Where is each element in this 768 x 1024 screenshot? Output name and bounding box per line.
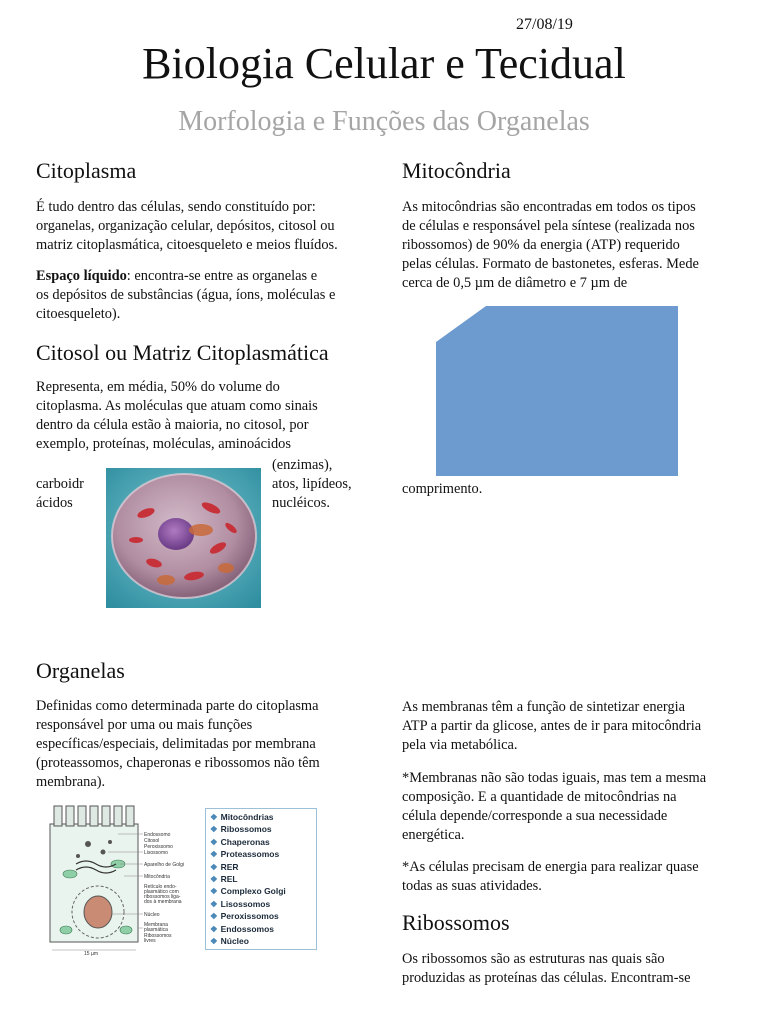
- citosol-wrap-right-2: atos, lipídeos,: [272, 476, 352, 492]
- legend-item: ❖ Ribossomos: [210, 824, 272, 835]
- membranas-paragraph-1: As membranas têm a função de sintetizar energia ATP a partir da glicose, antes de ir para mitocôndria pela via metabólica.: [402, 699, 702, 753]
- diagram-label: ribossomos liga-: [144, 894, 181, 900]
- diagram-label: plasmática: [144, 927, 168, 933]
- diagram-label: Núcleo: [144, 912, 160, 918]
- citosol-wrap-right-1: (enzimas),: [272, 457, 333, 473]
- heading-ribossomos: Ribossomos: [402, 910, 510, 935]
- diamond-bullet-icon: ❖: [210, 886, 218, 897]
- legend-item: ❖ Proteassomos: [210, 849, 280, 860]
- citosol-paragraph: Representa, em média, 50% do volume do citoplasma. As moléculas que atuam como sinais dentro da célula estão à maioria, no citosol, por exemplo, proteínas, moléculas, aminoácidos: [36, 379, 318, 452]
- legend-item: ❖ Endossomos: [210, 923, 274, 934]
- diagram-label: plasmático com: [144, 889, 179, 895]
- scale-label: 15 µm: [84, 951, 98, 957]
- diamond-bullet-icon: ❖: [210, 849, 218, 860]
- diagram-label: Ribossomos: [144, 933, 172, 939]
- diagram-label: Lisossomo: [144, 850, 168, 856]
- diamond-bullet-icon: ❖: [210, 898, 218, 909]
- diagram-label: Mitocôndria: [144, 874, 170, 880]
- legend-item: ❖ RER: [210, 861, 239, 872]
- organelas-paragraph: Definidas como determinada parte do citoplasma responsável por uma ou mais funções específicas/especiais, delimitadas por membrana (proteassomos, chaperonas e ribossomos não têm membrana).: [36, 698, 320, 790]
- legend-item: ❖ REL: [210, 874, 238, 885]
- legend-item: ❖ Chaperonas: [210, 836, 270, 847]
- diagram-label: livres: [144, 938, 156, 944]
- heading-organelas: Organelas: [36, 658, 125, 683]
- diamond-bullet-icon: ❖: [210, 874, 218, 885]
- heading-citoplasma: Citoplasma: [36, 158, 137, 183]
- diagram-label: Endossomo: [144, 832, 171, 838]
- diamond-bullet-icon: ❖: [210, 812, 218, 822]
- mitocondria-paragraph: As mitocôndrias são encontradas em todos os tipos de células e responsável pela síntese (realizada nos ribossomos) de 90% da energia (ATP) requerido pelas células. Formato de bastonetes, esferas. Mede cerca de 0,5 µm de diâmetro e 7 µm de: [402, 199, 699, 291]
- diamond-bullet-icon: ❖: [210, 836, 218, 847]
- cell-diagram: [48, 804, 202, 958]
- diagram-label: Citosol: [144, 838, 160, 844]
- citosol-wrap-left-2: carboidr: [36, 476, 84, 492]
- citosol-wrap-right-3: nucléicos.: [272, 495, 330, 511]
- diamond-bullet-icon: ❖: [210, 861, 218, 872]
- legend-item: ❖ Núcleo: [210, 936, 249, 947]
- page-title: Biologia Celular e Tecidual: [142, 39, 626, 88]
- legend-item: ❖ Lisossomos: [210, 898, 271, 909]
- ribossomos-paragraph: Os ribossomos são as estruturas nas quais são produzidas as proteínas das células. Encontram-se: [402, 951, 691, 986]
- citoplasma-paragraph-2: Espaço líquido: encontra-se entre as organelas e os depósitos de substâncias (água, íons, moléculas e citoesqueleto).: [36, 268, 336, 322]
- diamond-bullet-icon: ❖: [210, 911, 218, 922]
- mitocondria-image-placeholder: [436, 306, 678, 476]
- cell-illustration: [106, 468, 261, 608]
- mitocondria-paragraph-end: comprimento.: [402, 481, 483, 497]
- membranas-paragraph-3: *As células precisam de energia para realizar quase todas as suas atividades.: [402, 859, 699, 894]
- organelle-legend: [205, 808, 317, 950]
- diagram-label: Retículo endo-: [144, 884, 177, 890]
- legend-item: ❖ Peroxissomos: [210, 911, 279, 922]
- diamond-bullet-icon: ❖: [210, 923, 218, 934]
- diamond-bullet-icon: ❖: [210, 824, 218, 835]
- diagram-label: Aparelho de Golgi: [144, 862, 185, 868]
- diagram-label: Peroxissomo: [144, 844, 173, 850]
- diagram-label: dos à membrana: [144, 899, 182, 905]
- heading-mitocondria: Mitocôndria: [402, 158, 511, 183]
- citoplasma-paragraph-1: É tudo dentro das células, sendo constituído por: organelas, organização celular, depósitos, citosol ou matriz citoplasmática, citoesqueleto e meios fluídos.: [36, 199, 338, 253]
- legend-item: ❖ Complexo Golgi: [210, 886, 286, 897]
- membranas-paragraph-2: *Membranas não são todas iguais, mas tem a mesma composição. E a quantidade de mitocôndrias na célula depende/corresponde a sua necessidade energética.: [402, 770, 707, 843]
- page-subtitle: Morfologia e Funções das Organelas: [178, 106, 590, 137]
- document-date: 27/08/19: [516, 16, 573, 33]
- legend-item: ❖ Mitocôndrias: [210, 812, 274, 822]
- citosol-wrap-left-3: ácidos: [36, 495, 73, 511]
- diagram-label: Membrana: [144, 922, 168, 928]
- diamond-bullet-icon: ❖: [210, 936, 218, 947]
- heading-citosol: Citosol ou Matriz Citoplasmática: [36, 340, 329, 365]
